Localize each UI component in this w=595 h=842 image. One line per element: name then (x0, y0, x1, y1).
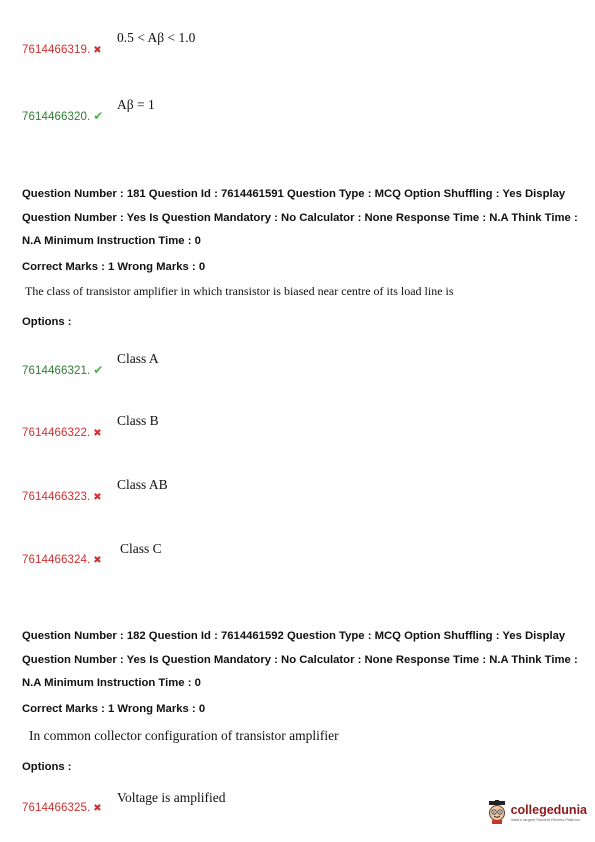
option-row (22, 40, 102, 58)
option-row (22, 423, 102, 441)
options-label: Options : (22, 316, 72, 328)
option-id: 7614466324. (22, 554, 91, 566)
option-id: 7614466322. (22, 427, 91, 439)
option-text: Class C (120, 541, 162, 556)
wrong-icon: ✖ (93, 428, 102, 439)
collegedunia-logo (486, 800, 587, 824)
question-marks: Correct Marks : 1 Wrong Marks : 0 (22, 703, 206, 715)
option-id: 7614466321. (22, 365, 91, 377)
option-row (22, 798, 102, 816)
check-icon: ✔ (93, 109, 104, 123)
question-meta: Question Number : 181 Question Id : 7614461591 Question Type : MCQ Option Shuffling : Yes Display Question Number : Yes Is Question Mandatory : No Calculator : None Response Time : N.A Think Time : N.A Minimum Instruction Time : 0 (22, 188, 578, 247)
question-meta: Question Number : 182 Question Id : 7614461592 Question Type : MCQ Option Shuffling : Yes Display Question Number : Yes Is Question Mandatory : No Calculator : None Response Time : N.A Think Time : N.A Minimum Instruction Time : 0 (22, 630, 578, 689)
wrong-icon: ✖ (93, 555, 102, 566)
option-row (22, 361, 103, 379)
logo-name: collegedunia (510, 802, 587, 817)
wrong-icon: ✖ (93, 45, 102, 56)
option-id: 7614466320. (22, 111, 91, 123)
question-text: The class of transistor amplifier in which transistor is biased near centre of its load line is (25, 284, 454, 298)
option-id: 7614466323. (22, 491, 91, 503)
option-text: Class B (117, 413, 159, 428)
question-text: In common collector configuration of transistor amplifier (29, 728, 339, 743)
options-label: Options : (22, 761, 72, 773)
mascot-icon (486, 800, 508, 824)
option-id: 7614466325. (22, 802, 91, 814)
option-row (22, 487, 102, 505)
question-marks: Correct Marks : 1 Wrong Marks : 0 (22, 261, 206, 273)
option-text: Aβ = 1 (117, 97, 155, 112)
option-text: 0.5 < Aβ < 1.0 (117, 30, 196, 45)
wrong-icon: ✖ (93, 492, 102, 503)
wrong-icon: ✖ (93, 803, 102, 814)
option-text: Class AB (117, 477, 168, 492)
option-text: Voltage is amplified (117, 790, 226, 805)
option-row (22, 107, 103, 125)
option-row (22, 550, 102, 568)
check-icon: ✔ (93, 363, 104, 377)
option-text: Class A (117, 351, 159, 366)
option-id: 7614466319. (22, 44, 91, 56)
logo-tagline: India's largest Student Review Platform (510, 816, 581, 822)
